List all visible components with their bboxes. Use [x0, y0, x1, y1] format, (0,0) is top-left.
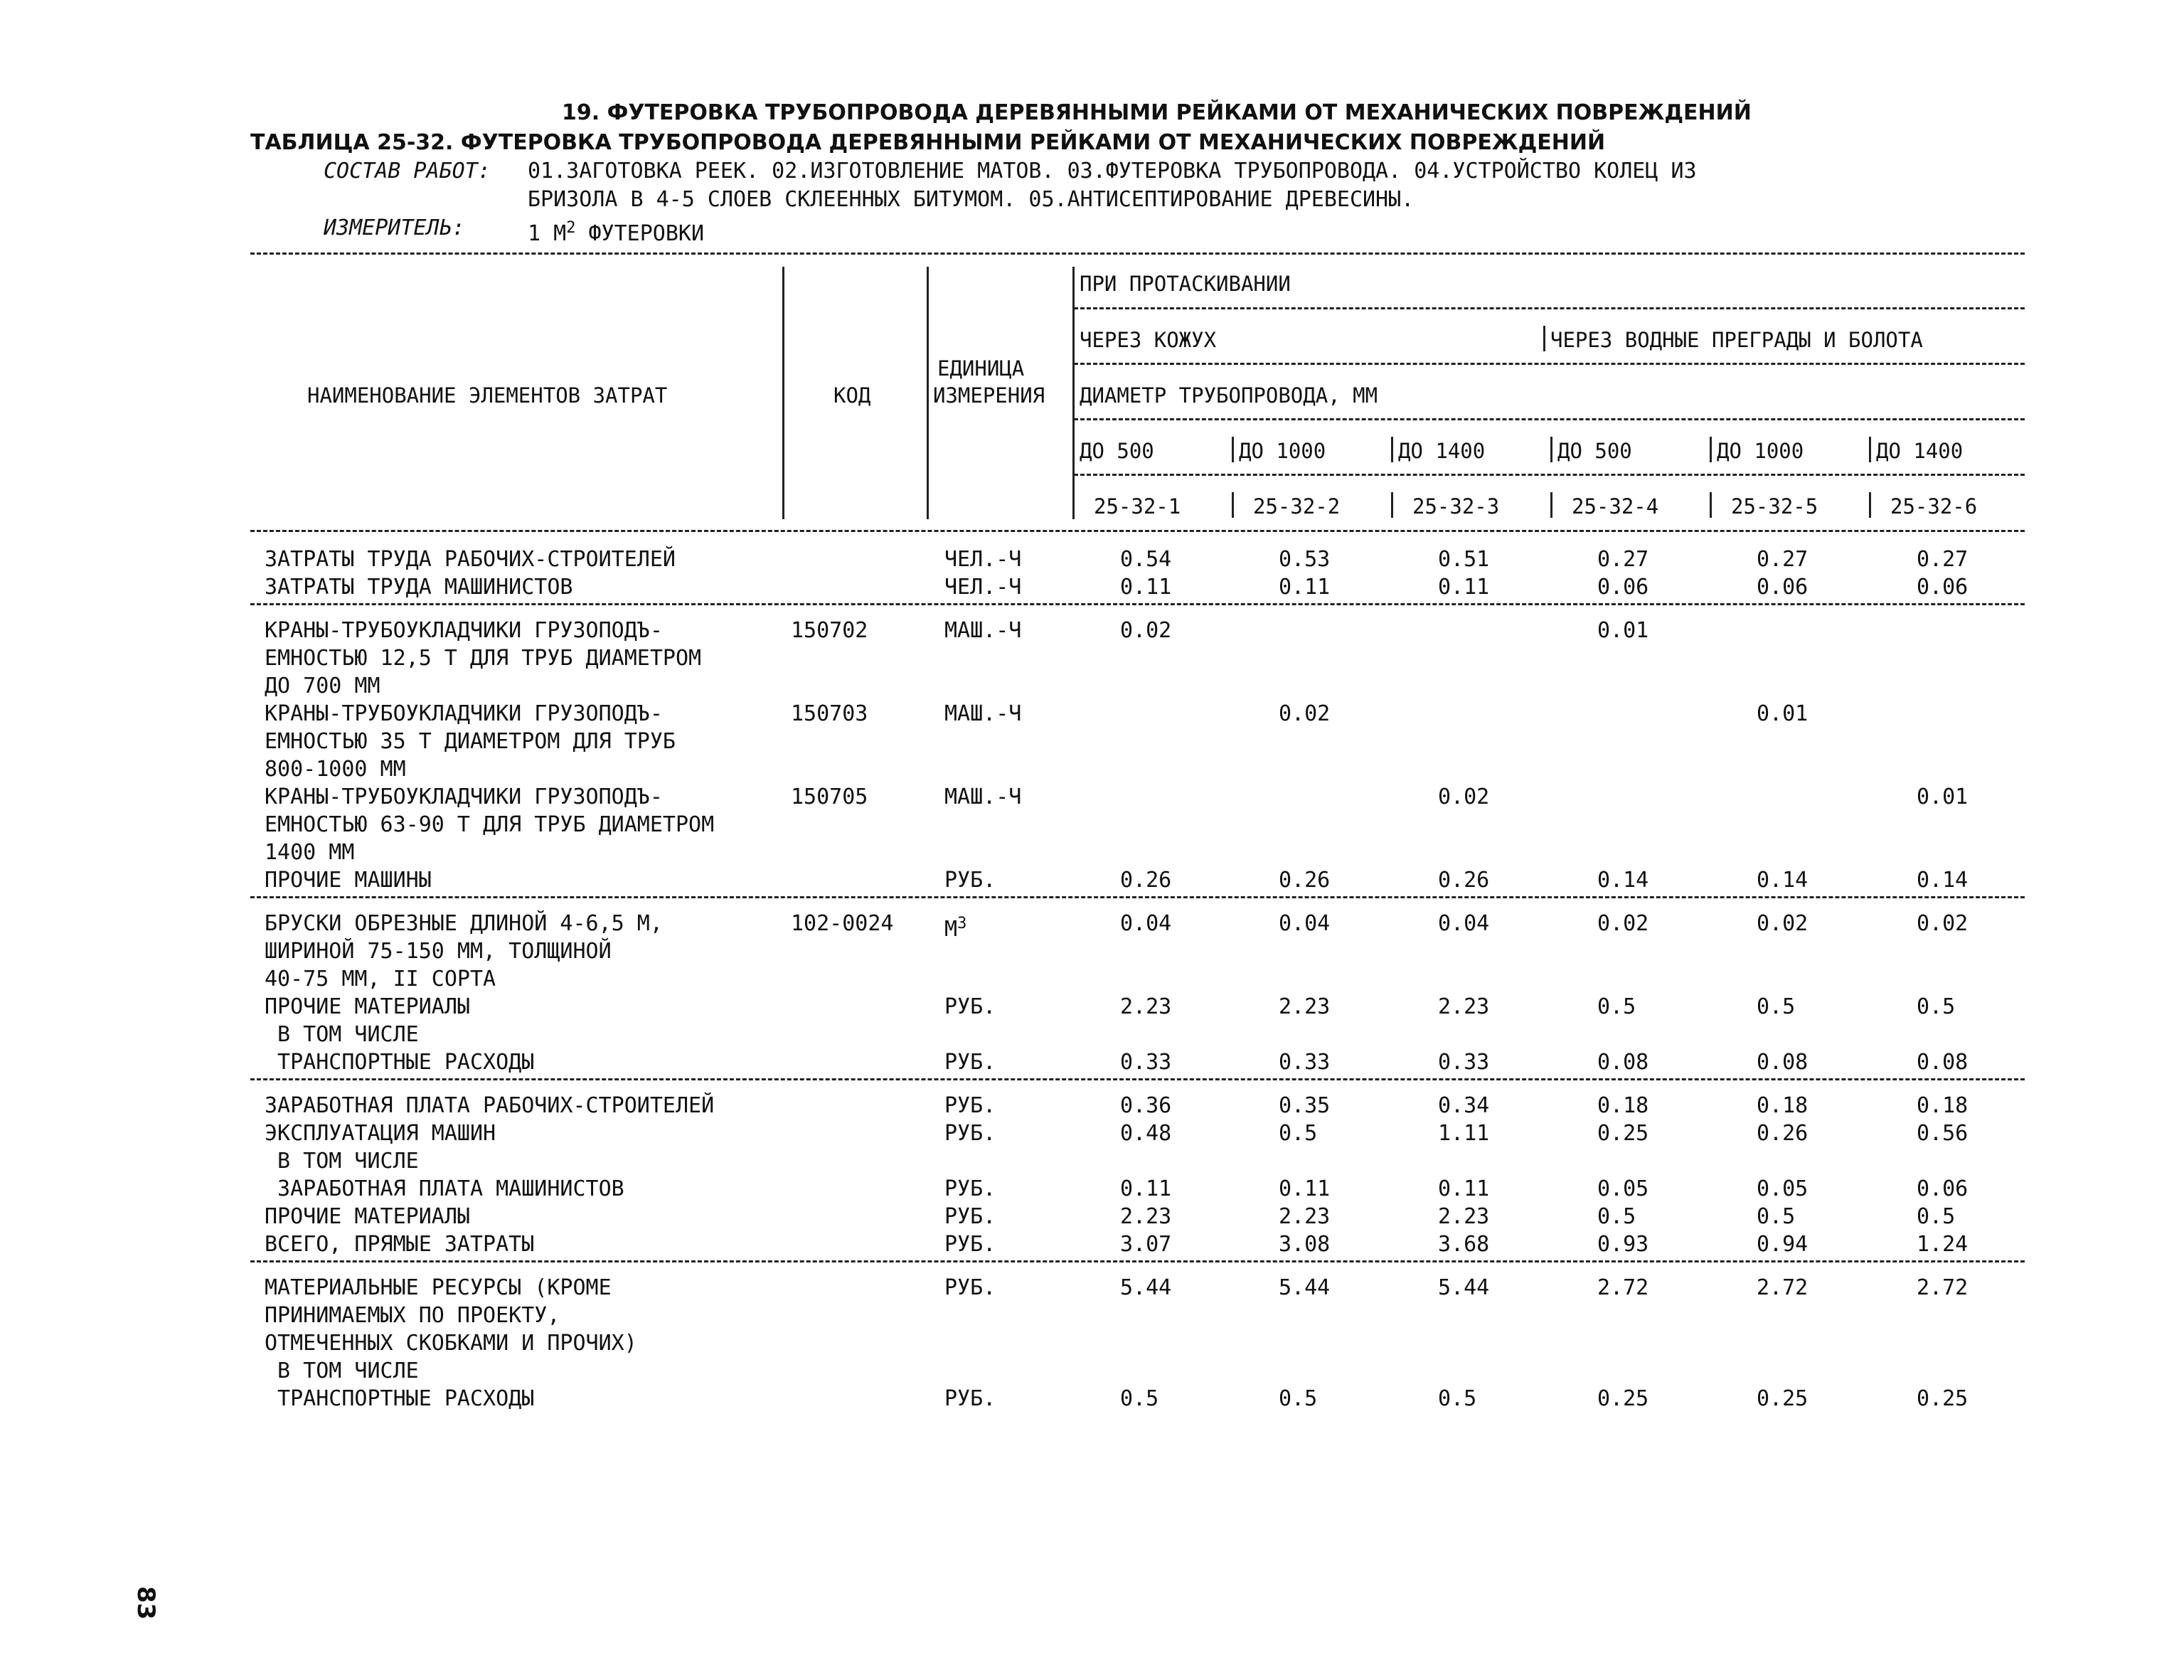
row-value: 0.26 [1120, 868, 1172, 893]
code-divider [1232, 492, 1234, 518]
row-value: 2.23 [1438, 994, 1490, 1019]
row-unit: ЧЕЛ.-Ч [944, 575, 1022, 600]
row-value: 3.68 [1438, 1232, 1490, 1257]
diameter-label: ДО 1400 [1398, 439, 1486, 463]
row-name: ВСЕГО, ПРЯМЫЕ ЗАТРАТЫ [265, 1232, 535, 1257]
row-value: 0.02 [1917, 911, 1969, 936]
row-value: 0.26 [1279, 868, 1331, 893]
work-label: СОСТАВ РАБОТ: [324, 159, 491, 184]
rule-header-bottom [250, 530, 2025, 532]
row-value: 0.25 [1757, 1386, 1809, 1411]
row-name: 1400 ММ [265, 840, 355, 865]
row-value: 0.06 [1917, 575, 1969, 600]
row-value: 0.94 [1757, 1232, 1809, 1257]
row-name: ЕМНОСТЬЮ 63-90 Т ДЛЯ ТРУБ ДИАМЕТРОМ [265, 812, 715, 837]
code-divider [1550, 492, 1552, 518]
row-value: 0.27 [1917, 547, 1969, 572]
row-value: 0.35 [1279, 1093, 1331, 1118]
row-value: 2.23 [1438, 1204, 1490, 1229]
row-value: 0.04 [1279, 911, 1331, 936]
row-unit: МАШ.-Ч [944, 701, 1022, 726]
row-name: ТРАНСПОРТНЫЕ РАСХОДЫ [265, 1050, 535, 1075]
row-unit: РУБ. [944, 1093, 996, 1118]
row-value: 2.72 [1917, 1275, 1969, 1300]
row-value: 0.02 [1438, 785, 1490, 809]
diameter-divider [1550, 437, 1552, 462]
row-value: 0.06 [1597, 575, 1649, 600]
diameter-divider [1869, 437, 1871, 462]
row-value: 0.27 [1597, 547, 1649, 572]
norm-code: 25-32-6 [1890, 494, 1978, 519]
row-value: 0.08 [1597, 1050, 1649, 1075]
rule-h3 [1074, 418, 2025, 420]
table-title: ТАБЛИЦА 25-32. ФУТЕРОВКА ТРУБОПРОВОДА ДЕРЕВЯННЫМИ РЕЙКАМИ ОТ МЕХАНИЧЕСКИХ ПОВРЕЖДЕНИЙ [250, 130, 1606, 155]
row-value: 5.44 [1438, 1275, 1490, 1300]
diameter-divider [1232, 437, 1234, 462]
row-name: ОТМЕЧЕННЫХ СКОБКАМИ И ПРОЧИХ) [265, 1331, 637, 1356]
row-value: 0.56 [1917, 1121, 1969, 1146]
row-value: 0.5 [1757, 1204, 1796, 1229]
row-name: ДО 700 ММ [265, 674, 380, 698]
group-separator [250, 896, 2025, 898]
diameter-divider [1391, 437, 1393, 462]
header-code: КОД [833, 383, 871, 408]
row-value: 0.11 [1279, 575, 1331, 600]
col-divider-2 [927, 267, 929, 519]
row-value: 0.01 [1597, 618, 1649, 643]
rule-h2 [1074, 363, 2025, 365]
row-value: 0.5 [1597, 994, 1636, 1019]
row-unit: МАШ.-Ч [944, 785, 1022, 809]
row-value: 2.23 [1120, 994, 1172, 1019]
row-value: 0.02 [1757, 911, 1809, 936]
row-value: 0.27 [1757, 547, 1809, 572]
row-name: ЗАРАБОТНАЯ ПЛАТА МАШИНИСТОВ [265, 1176, 624, 1201]
row-value: 0.18 [1597, 1093, 1649, 1118]
row-unit: $М^3$ [944, 915, 967, 942]
row-name: КРАНЫ-ТРУБОУКЛАДЧИКИ ГРУЗОПОДЪ- [265, 618, 663, 643]
meter-label: ИЗМЕРИТЕЛЬ: [324, 216, 465, 240]
row-name: В ТОМ ЧИСЛЕ [265, 1359, 419, 1383]
header-casing: ЧЕРЕЗ КОЖУХ [1080, 328, 1217, 352]
header-pulling: ПРИ ПРОТАСКИВАНИИ [1080, 272, 1291, 296]
row-unit: РУБ. [944, 994, 996, 1019]
row-value: 1.24 [1917, 1232, 1969, 1257]
row-value: 3.08 [1279, 1232, 1331, 1257]
row-code: 150703 [791, 701, 868, 726]
norm-code: 25-32-5 [1731, 494, 1818, 519]
row-value: 0.11 [1279, 1176, 1331, 1201]
casing-water-divider [1543, 326, 1545, 351]
row-name: ЕМНОСТЬЮ 12,5 Т ДЛЯ ТРУБ ДИАМЕТРОМ [265, 646, 702, 671]
rule-h4 [1074, 474, 2025, 476]
header-water: ЧЕРЕЗ ВОДНЫЕ ПРЕГРАДЫ И БОЛОТА [1550, 328, 1923, 352]
row-name: В ТОМ ЧИСЛЕ [265, 1149, 419, 1174]
row-value: 3.07 [1120, 1232, 1172, 1257]
row-value: 0.33 [1438, 1050, 1490, 1075]
group-separator [250, 1260, 2025, 1262]
row-name: ЗАТРАТЫ ТРУДА МАШИНИСТОВ [265, 575, 573, 600]
row-value: 0.5 [1597, 1204, 1636, 1229]
code-divider [1391, 492, 1393, 518]
row-value: 0.02 [1120, 618, 1172, 643]
row-value: 0.08 [1917, 1050, 1969, 1075]
work-line-1: 01.ЗАГОТОВКА РЕЕК. 02.ИЗГОТОВЛЕНИЕ МАТОВ. 03.ФУТЕРОВКА ТРУБОПРОВОДА. 04.УСТРОЙСТВО КОЛЕЦ ИЗ [528, 159, 1697, 184]
row-name: КРАНЫ-ТРУБОУКЛАДЧИКИ ГРУЗОПОДЪ- [265, 785, 663, 809]
row-value: 0.26 [1438, 868, 1490, 893]
row-value: 0.14 [1597, 868, 1649, 893]
norm-code: 25-32-4 [1572, 494, 1659, 519]
row-unit: РУБ. [944, 1275, 996, 1300]
row-value: 0.54 [1120, 547, 1172, 572]
row-name: В ТОМ ЧИСЛЕ [265, 1022, 419, 1047]
rule-top [250, 252, 2025, 255]
work-line-2: БРИЗОЛА В 4-5 СЛОЕВ СКЛЕЕННЫХ БИТУМОМ. 05.АНТИСЕПТИРОВАНИЕ ДРЕВЕСИНЫ. [528, 187, 1415, 212]
row-value: 2.72 [1757, 1275, 1809, 1300]
code-divider [1072, 492, 1075, 518]
row-value: 0.5 [1438, 1386, 1477, 1411]
row-name: ЗАТРАТЫ ТРУДА РАБОЧИХ-СТРОИТЕЛЕЙ [265, 547, 676, 572]
row-value: 0.01 [1917, 785, 1969, 809]
diameter-divider [1710, 437, 1712, 462]
row-value: 5.44 [1120, 1275, 1172, 1300]
diameter-label: ДО 500 [1080, 439, 1154, 463]
row-value: 0.08 [1757, 1050, 1809, 1075]
section-title: 19. ФУТЕРОВКА ТРУБОПРОВОДА ДЕРЕВЯННЫМИ РЕЙКАМИ ОТ МЕХАНИЧЕСКИХ ПОВРЕЖДЕНИЙ [562, 100, 1752, 125]
row-name: 800-1000 ММ [265, 757, 406, 782]
diameter-label: ДО 1000 [1239, 439, 1326, 463]
row-value: 0.04 [1438, 911, 1490, 936]
col-divider-1 [782, 267, 784, 519]
diameter-label: ДО 1000 [1717, 439, 1804, 463]
group-separator [250, 603, 2025, 605]
header-diameter: ДИАМЕТР ТРУБОПРОВОДА, ММ [1080, 383, 1378, 408]
row-name: БРУСКИ ОБРЕЗНЫЕ ДЛИНОЙ 4-6,5 М, [265, 911, 663, 936]
row-value: 0.5 [1279, 1386, 1318, 1411]
row-value: 0.25 [1597, 1121, 1649, 1146]
row-value: 0.5 [1279, 1121, 1318, 1146]
row-name: ЗАРАБОТНАЯ ПЛАТА РАБОЧИХ-СТРОИТЕЛЕЙ [265, 1093, 715, 1118]
row-value: 0.11 [1438, 1176, 1490, 1201]
row-name: ТРАНСПОРТНЫЕ РАСХОДЫ [265, 1386, 535, 1411]
row-unit: РУБ. [944, 1050, 996, 1075]
row-value: 2.23 [1120, 1204, 1172, 1229]
row-name: ПРОЧИЕ МАТЕРИАЛЫ [265, 1204, 470, 1229]
row-code: 150705 [791, 785, 868, 809]
row-name: ЭКСПЛУАТАЦИЯ МАШИН [265, 1121, 496, 1146]
row-value: 0.5 [1917, 1204, 1956, 1229]
row-code: 102-0024 [791, 911, 894, 936]
norm-code: 25-32-3 [1412, 494, 1500, 519]
row-value: 0.11 [1438, 575, 1490, 600]
row-value: 0.51 [1438, 547, 1490, 572]
row-value: 0.06 [1917, 1176, 1969, 1201]
group-separator [250, 1078, 2025, 1080]
row-name: ЕМНОСТЬЮ 35 Т ДИАМЕТРОМ ДЛЯ ТРУБ [265, 729, 676, 754]
code-divider [1869, 492, 1871, 518]
norm-code: 25-32-1 [1094, 494, 1181, 519]
row-value: 1.11 [1438, 1121, 1490, 1146]
row-value: 0.53 [1279, 547, 1331, 572]
code-divider [1710, 492, 1712, 518]
row-value: 0.18 [1757, 1093, 1809, 1118]
row-value: 2.72 [1597, 1275, 1649, 1300]
row-value: 0.25 [1597, 1386, 1649, 1411]
row-name: КРАНЫ-ТРУБОУКЛАДЧИКИ ГРУЗОПОДЪ- [265, 701, 663, 726]
row-value: 2.23 [1279, 994, 1331, 1019]
row-unit: ЧЕЛ.-Ч [944, 547, 1022, 572]
row-value: 0.93 [1597, 1232, 1649, 1257]
row-unit: РУБ. [944, 868, 996, 893]
row-value: 0.48 [1120, 1121, 1172, 1146]
row-value: 0.02 [1597, 911, 1649, 936]
row-unit: МАШ.-Ч [944, 618, 1022, 643]
row-value: 0.14 [1917, 868, 1969, 893]
row-value: 0.01 [1757, 701, 1809, 726]
row-unit: РУБ. [944, 1204, 996, 1229]
row-unit: РУБ. [944, 1121, 996, 1146]
row-value: 0.33 [1120, 1050, 1172, 1075]
row-value: 0.25 [1917, 1386, 1969, 1411]
diameter-label: ДО 500 [1557, 439, 1632, 463]
row-value: 0.04 [1120, 911, 1172, 936]
rule-h1 [1074, 307, 2025, 309]
row-name: МАТЕРИАЛЬНЫЕ РЕСУРСЫ (КРОМЕ [265, 1275, 612, 1300]
row-value: 0.26 [1757, 1121, 1809, 1146]
row-name: ПРИНИМАЕМЫХ ПО ПРОЕКТУ, [265, 1303, 560, 1328]
row-value: 0.05 [1597, 1176, 1649, 1201]
row-value: 0.33 [1279, 1050, 1331, 1075]
row-value: 5.44 [1279, 1275, 1331, 1300]
page-number: 83 [132, 1586, 160, 1620]
row-value: 0.11 [1120, 1176, 1172, 1201]
row-value: 0.11 [1120, 575, 1172, 600]
row-name: 40-75 ММ, II СОРТА [265, 967, 496, 991]
meter-value: 1 $М^2$ ФУТЕРОВКИ [528, 219, 705, 246]
row-value: 0.34 [1438, 1093, 1490, 1118]
row-name: ПРОЧИЕ МАШИНЫ [265, 868, 432, 893]
norm-code: 25-32-2 [1253, 494, 1341, 519]
header-name: НАИМЕНОВАНИЕ ЭЛЕМЕНТОВ ЗАТРАТ [307, 383, 668, 408]
header-unit-2: ИЗМЕРЕНИЯ [933, 383, 1045, 408]
row-value: 0.5 [1757, 994, 1796, 1019]
row-value: 0.05 [1757, 1176, 1809, 1201]
row-name: ПРОЧИЕ МАТЕРИАЛЫ [265, 994, 470, 1019]
row-value: 0.14 [1757, 868, 1809, 893]
col-divider-3 [1072, 267, 1075, 519]
diameter-label: ДО 1400 [1876, 439, 1964, 463]
row-code: 150702 [791, 618, 868, 643]
row-unit: РУБ. [944, 1176, 996, 1201]
row-value: 0.18 [1917, 1093, 1969, 1118]
row-value: 0.02 [1279, 701, 1331, 726]
row-value: 0.5 [1120, 1386, 1159, 1411]
row-unit: РУБ. [944, 1386, 996, 1411]
row-name: ШИРИНОЙ 75-150 ММ, ТОЛЩИНОЙ [265, 939, 612, 964]
row-value: 0.06 [1757, 575, 1809, 600]
row-value: 0.5 [1917, 994, 1956, 1019]
header-unit-1: ЕДИНИЦА [937, 356, 1025, 381]
row-value: 2.23 [1279, 1204, 1331, 1229]
row-value: 0.36 [1120, 1093, 1172, 1118]
row-unit: РУБ. [944, 1232, 996, 1257]
